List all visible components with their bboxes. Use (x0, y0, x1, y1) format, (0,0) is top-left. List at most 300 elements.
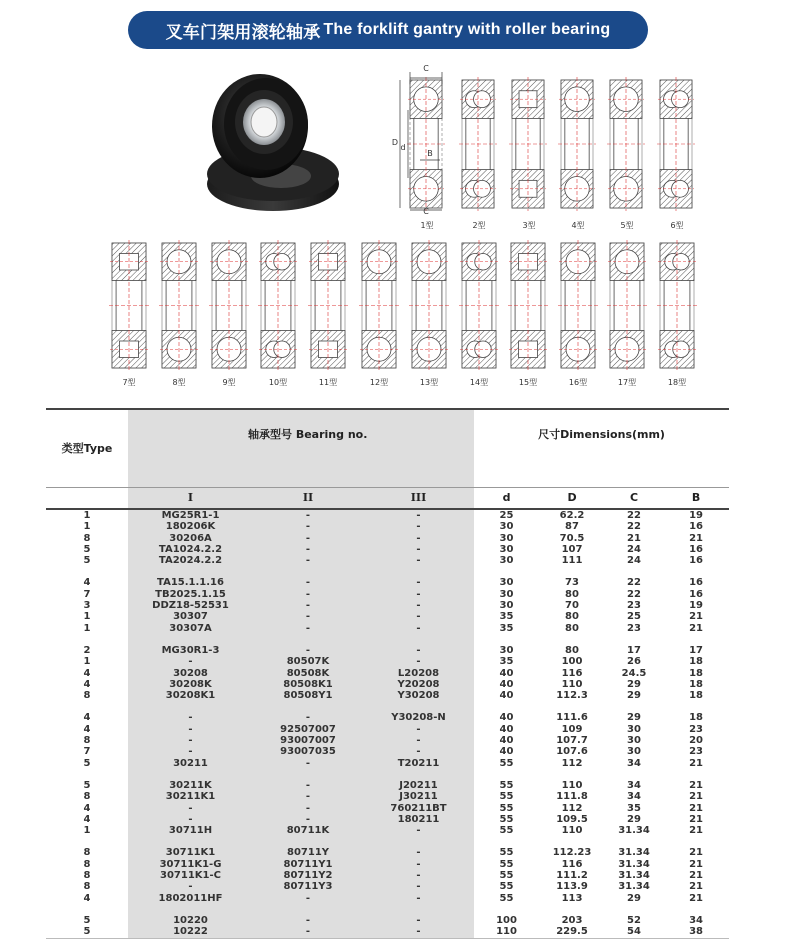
cell-bearing-ii: 80711Y2 (253, 870, 363, 881)
cell-bearing-i: DDZ18-52531 (128, 600, 253, 611)
cell-type: 4 (83, 813, 91, 825)
cell-bearing-ii: - (253, 623, 363, 634)
bearing-section-drawing (459, 77, 497, 211)
cell-bearing-ii: 80508K1 (253, 679, 363, 690)
cell-D: 109 (561, 723, 583, 735)
cell-C: 34 (627, 757, 641, 769)
bearing-section-drawing (607, 77, 645, 211)
cell-D: 62.2 (559, 510, 585, 521)
cell-B: 21 (689, 813, 703, 825)
cell-bearing-i: 30208K1 (128, 690, 253, 701)
cell-bearing-ii: - (253, 926, 363, 938)
drawing-type-label: 6型 (670, 221, 684, 230)
cell-type: 5 (83, 914, 91, 926)
cell-d: 55 (499, 791, 514, 803)
cell-bearing-i: - (128, 881, 253, 892)
table-row (46, 746, 729, 757)
cell-d: 30 (499, 577, 514, 589)
table-row (46, 870, 729, 881)
cell-bearing-ii: 80711Y1 (253, 859, 363, 870)
subheader-iii: III (363, 488, 474, 510)
cell-bearing-iii: - (363, 611, 474, 622)
cell-B: 18 (689, 667, 703, 679)
cell-bearing-ii: - (253, 814, 363, 825)
cell-bearing-ii: - (253, 577, 363, 588)
cell-bearing-i: TA1024.2.2 (128, 544, 253, 555)
cell-B: 38 (663, 926, 729, 938)
table-row (46, 509, 729, 521)
cell-d: 35 (499, 656, 514, 668)
cell-D: 107 (561, 543, 583, 555)
cell-D: 113.9 (556, 881, 588, 893)
cell-B: 18 (689, 690, 703, 702)
drawing-type-label: 17型 (617, 378, 637, 387)
cell-C: 22 (627, 588, 641, 600)
cell-C: 31.34 (618, 858, 650, 870)
cell-D: 70 (565, 600, 579, 612)
cell-D: 107.7 (556, 735, 588, 747)
bearing-section-drawing (409, 240, 449, 371)
cell-bearing-i: 30307A (128, 623, 253, 634)
cell-C: 54 (605, 926, 663, 938)
cell-B: 21 (689, 858, 703, 870)
cell-d: 40 (499, 746, 514, 758)
cell-d: 30 (499, 543, 514, 555)
cell-bearing-ii: - (253, 555, 363, 566)
cell-d: 30 (499, 532, 514, 544)
cell-bearing-iii: - (363, 521, 474, 532)
cell-bearing-i: 30307 (128, 611, 253, 622)
cell-B: 21 (689, 892, 703, 904)
bearing-section-drawing (657, 240, 697, 371)
cell-bearing-ii: - (253, 521, 363, 532)
cell-bearing-i: 30211K1 (128, 791, 253, 802)
subheader-D: D (539, 488, 605, 510)
cell-C: 24 (627, 543, 641, 555)
cell-type: 1 (83, 656, 91, 668)
cell-type: 8 (83, 690, 91, 702)
cell-d: 40 (499, 712, 514, 724)
cell-bearing-ii: 80711K (253, 825, 363, 836)
cell-d: 30 (499, 600, 514, 612)
cell-D: 116 (561, 858, 583, 870)
cell-D: 111.8 (556, 791, 588, 803)
cell-d: 25 (499, 510, 514, 521)
drawing-type-label: 9型 (222, 378, 236, 387)
cell-C: 31.34 (618, 881, 650, 893)
cell-B: 21 (689, 791, 703, 803)
cell-type: 4 (83, 892, 91, 904)
cell-C: 22 (627, 521, 641, 533)
drawing-type-label: 16型 (568, 378, 588, 387)
cell-type: 4 (83, 712, 91, 724)
bearing-section-drawing (558, 240, 598, 371)
cell-B: 23 (689, 723, 703, 735)
bearing-section-drawing (509, 77, 547, 211)
table-row (46, 679, 729, 690)
cell-bearing-i: - (128, 735, 253, 746)
cell-B: 21 (689, 802, 703, 814)
group-spacer (46, 634, 729, 645)
drawing-type-label: 7型 (122, 378, 136, 387)
bearing-type-drawings (0, 0, 800, 400)
cell-bearing-iii: - (363, 577, 474, 588)
dim-letter-b: B (427, 149, 433, 158)
cell-type: 7 (83, 746, 91, 758)
cell-bearing-ii: - (253, 915, 363, 926)
cell-bearing-i: - (128, 656, 253, 667)
drawing-type-label: 11型 (318, 378, 338, 387)
cell-B: 18 (689, 678, 703, 690)
cell-B: 18 (689, 656, 703, 668)
cell-d: 55 (499, 847, 514, 859)
cell-bearing-iii: - (363, 881, 474, 892)
cell-bearing-i: 10220 (128, 915, 253, 926)
cell-type: 4 (83, 723, 91, 735)
drawing-type-label: 15型 (518, 378, 538, 387)
group-spacer (46, 769, 729, 780)
table-row (46, 656, 729, 667)
cell-type: 7 (83, 588, 91, 600)
cell-type: 2 (83, 644, 91, 656)
cell-bearing-i: - (128, 803, 253, 814)
cell-C: 52 (627, 914, 641, 926)
table-row (46, 577, 729, 588)
cell-bearing-ii: 80711Y3 (253, 881, 363, 892)
cell-C: 29 (627, 892, 641, 904)
cell-C: 30 (627, 746, 641, 758)
cell-bearing-iii: - (363, 533, 474, 544)
bearing-section-drawing (109, 240, 149, 371)
cell-bearing-ii: - (253, 533, 363, 544)
cell-bearing-ii: - (253, 589, 363, 600)
bearing-section-drawing (359, 240, 399, 371)
cell-bearing-iii: - (363, 870, 474, 881)
table-row (46, 623, 729, 634)
bearing-table-body (46, 509, 729, 938)
cell-bearing-i: 30206A (128, 533, 253, 544)
table-row (46, 915, 729, 926)
table-row (46, 735, 729, 746)
group-spacer (46, 701, 729, 712)
drawing-type-label: 12型 (369, 378, 389, 387)
cell-type: 5 (83, 543, 91, 555)
dim-letter-c-top: C (423, 64, 429, 73)
cell-d: 55 (499, 881, 514, 893)
cell-bearing-i: TA2024.2.2 (128, 555, 253, 566)
table-row (46, 859, 729, 870)
cell-D: 116 (561, 667, 583, 679)
cell-bearing-ii: - (253, 758, 363, 769)
table-row (46, 611, 729, 622)
cell-type: 5 (46, 926, 128, 938)
cell-bearing-i: - (128, 814, 253, 825)
cell-bearing-iii: - (363, 656, 474, 667)
cell-bearing-iii: - (363, 645, 474, 656)
cell-C: 17 (627, 644, 641, 656)
cell-B: 19 (689, 510, 703, 521)
table-row (46, 544, 729, 555)
cell-C: 29 (627, 813, 641, 825)
cell-d: 30 (499, 555, 514, 567)
drawing-type-label: 14型 (469, 378, 489, 387)
cell-bearing-i: TB2025.1.15 (128, 589, 253, 600)
cell-d: 40 (499, 678, 514, 690)
cell-type: 5 (83, 779, 91, 791)
cell-D: 80 (565, 611, 579, 623)
cell-bearing-ii: - (253, 791, 363, 802)
banner-title-cn: 叉车门架用滚轮轴承 (165, 22, 321, 43)
cell-d: 55 (499, 892, 514, 904)
cell-D: 113 (561, 892, 583, 904)
cell-bearing-ii: 80507K (253, 656, 363, 667)
cell-type: 4 (83, 667, 91, 679)
dim-letter-d-inner: d (400, 143, 406, 152)
cell-D: 109.5 (556, 813, 588, 825)
cell-type: 8 (83, 881, 91, 893)
cell-bearing-iii: 180211 (363, 814, 474, 825)
cell-type: 3 (83, 600, 91, 612)
cell-bearing-i: MG30R1-3 (128, 645, 253, 656)
cell-D: 107.6 (556, 746, 588, 758)
cell-B: 16 (689, 577, 703, 589)
banner-title-en: The forklift gantry with roller bearing (323, 21, 611, 38)
cell-d: 40 (499, 690, 514, 702)
cell-bearing-ii: - (253, 893, 363, 904)
drawing-type-label: 10型 (268, 378, 288, 387)
table-row (46, 690, 729, 701)
cell-d: 55 (499, 779, 514, 791)
cell-B: 16 (689, 555, 703, 567)
cell-B: 21 (689, 622, 703, 634)
cell-C: 23 (627, 622, 641, 634)
group-spacer (46, 566, 729, 577)
cell-d: 40 (499, 723, 514, 735)
cell-bearing-ii: - (253, 544, 363, 555)
cell-bearing-iii: T20211 (363, 758, 474, 769)
bearing-section-drawing (459, 240, 499, 371)
group-spacer (46, 836, 729, 847)
cell-d: 30 (499, 588, 514, 600)
cell-B: 34 (689, 914, 703, 926)
table-row (46, 825, 729, 836)
cell-bearing-iii: J20211 (363, 780, 474, 791)
cell-B: 20 (689, 735, 703, 747)
cell-B: 21 (689, 611, 703, 623)
cell-bearing-i: 30211K (128, 780, 253, 791)
table-row (46, 814, 729, 825)
cell-C: 34 (627, 791, 641, 803)
cell-B: 23 (689, 746, 703, 758)
cell-C: 29 (627, 690, 641, 702)
cell-type: 8 (83, 858, 91, 870)
cell-d: 40 (499, 735, 514, 747)
cell-bearing-i: MG25R1-1 (128, 509, 253, 521)
cell-bearing-ii: 80508K (253, 668, 363, 679)
cell-B: 16 (689, 588, 703, 600)
cell-C: 26 (627, 656, 641, 668)
drawing-type-label: 18型 (667, 378, 687, 387)
cell-d: 30 (499, 521, 514, 533)
bearing-section-drawing (657, 77, 695, 211)
cell-D: 100 (561, 656, 583, 668)
cell-type: 4 (83, 577, 91, 589)
bearing-table-wrap (46, 408, 729, 939)
cell-d: 110 (474, 926, 539, 938)
cell-bearing-iii: - (363, 915, 474, 926)
cell-C: 22 (627, 577, 641, 589)
cell-D: 73 (565, 577, 579, 589)
subheader-d: d (474, 488, 539, 510)
cell-D: 229.5 (539, 926, 605, 938)
cell-C: 31.34 (618, 870, 650, 882)
drawing-type-label: 13型 (419, 378, 439, 387)
cell-C: 30 (627, 735, 641, 747)
dim-letter-d-outer: D (391, 138, 399, 147)
bearing-section-drawing (308, 240, 348, 371)
cell-bearing-i: 30711K1 (128, 847, 253, 858)
cell-bearing-i: 30208K (128, 679, 253, 690)
cell-B: 16 (689, 543, 703, 555)
table-row (46, 600, 729, 611)
cell-type: 8 (83, 735, 91, 747)
drawing-type-label: 1型 (420, 221, 434, 230)
cell-bearing-iii: - (363, 623, 474, 634)
cell-type: 8 (83, 847, 91, 859)
table-row (46, 521, 729, 532)
table-row (46, 555, 729, 566)
cell-C: 23 (627, 600, 641, 612)
cell-type: 1 (83, 521, 91, 533)
cell-bearing-iii: - (363, 847, 474, 858)
cell-d: 35 (499, 622, 514, 634)
cell-D: 110 (561, 779, 583, 791)
cell-D: 112.23 (552, 847, 592, 859)
cell-type: 5 (83, 555, 91, 567)
cell-D: 110 (561, 678, 583, 690)
bearing-section-drawing (607, 240, 647, 371)
cell-B: 21 (689, 532, 703, 544)
cell-C: 21 (627, 532, 641, 544)
cell-bearing-iii: - (363, 746, 474, 757)
cell-C: 22 (627, 510, 641, 521)
cell-d: 55 (499, 825, 514, 837)
cell-bearing-ii: - (253, 645, 363, 656)
table-row (46, 758, 729, 769)
cell-bearing-i: 180206K (128, 521, 253, 532)
cell-D: 111 (561, 555, 583, 567)
cell-C: 31.34 (618, 847, 650, 859)
bearing-no-header: 轴承型号 Bearing no. (128, 409, 474, 488)
bearing-section-drawing (209, 240, 249, 371)
cell-D: 87 (565, 521, 579, 533)
cell-bearing-iii: 760211BT (363, 803, 474, 814)
cell-bearing-iii: - (363, 600, 474, 611)
cell-bearing-i: - (128, 712, 253, 723)
cell-type: 4 (83, 802, 91, 814)
cell-type: 1 (83, 622, 91, 634)
cell-bearing-ii: 93007035 (253, 746, 363, 757)
cell-C: 34 (627, 779, 641, 791)
cell-bearing-iii: - (363, 544, 474, 555)
table-row (46, 881, 729, 892)
cell-bearing-ii: - (253, 803, 363, 814)
bearing-section-drawing (508, 240, 548, 371)
cell-bearing-i: 30711K1-C (128, 870, 253, 881)
type-header: 类型Type (46, 409, 128, 488)
cell-type: 8 (83, 791, 91, 803)
drawing-type-label: 3型 (522, 221, 536, 230)
cell-bearing-i: 30208 (128, 668, 253, 679)
drawing-type-label: 5型 (620, 221, 634, 230)
table-row (46, 926, 729, 938)
subheader-B: B (663, 488, 729, 510)
cell-C: 30 (627, 723, 641, 735)
bearing-section-drawing (558, 77, 596, 211)
cell-bearing-ii: 92507007 (253, 724, 363, 735)
cell-B: 21 (689, 870, 703, 882)
cell-bearing-ii: 80508Y1 (253, 690, 363, 701)
cell-bearing-iii: L20208 (363, 668, 474, 679)
cell-type: 1 (83, 611, 91, 623)
table-row (46, 533, 729, 544)
cell-bearing-ii: 80711Y (253, 847, 363, 858)
cell-bearing-iii: - (363, 724, 474, 735)
subheader-blank (46, 488, 128, 510)
cell-D: 80 (565, 588, 579, 600)
cell-bearing-i: 10222 (128, 926, 253, 938)
cell-bearing-ii: 93007007 (253, 735, 363, 746)
cell-bearing-i: TA15.1.1.16 (128, 577, 253, 588)
cell-bearing-ii: - (253, 712, 363, 723)
cell-type: 1 (83, 825, 91, 837)
cell-d: 30 (499, 644, 514, 656)
cell-bearing-ii: - (253, 780, 363, 791)
table-row (46, 724, 729, 735)
cell-bearing-i: - (128, 724, 253, 735)
bearing-section-drawing (258, 240, 298, 371)
cell-B: 17 (689, 644, 703, 656)
cell-D: 80 (565, 622, 579, 634)
table-row (46, 780, 729, 791)
cell-bearing-iii: - (363, 926, 474, 938)
drawing-type-label: 2型 (472, 221, 486, 230)
table-row (46, 668, 729, 679)
cell-d: 55 (499, 802, 514, 814)
subheader-i: I (128, 488, 253, 510)
cell-D: 80 (565, 644, 579, 656)
cell-bearing-iii: - (363, 555, 474, 566)
subheader-ii: II (253, 488, 363, 510)
cell-d: 55 (499, 757, 514, 769)
cell-C: 25 (627, 611, 641, 623)
cell-d: 40 (499, 667, 514, 679)
cell-D: 70.5 (559, 532, 585, 544)
cell-bearing-ii: - (253, 611, 363, 622)
cell-d: 100 (496, 914, 517, 926)
cell-bearing-iii: Y30208 (363, 690, 474, 701)
cell-B: 16 (689, 521, 703, 533)
cell-B: 21 (689, 757, 703, 769)
cell-bearing-iii: Y20208 (363, 679, 474, 690)
subheader-C: C (605, 488, 663, 510)
cell-D: 112.3 (556, 690, 588, 702)
table-row (46, 589, 729, 600)
cell-bearing-iii: - (363, 859, 474, 870)
cell-d: 55 (499, 858, 514, 870)
table-row (46, 791, 729, 802)
table-row (46, 847, 729, 858)
